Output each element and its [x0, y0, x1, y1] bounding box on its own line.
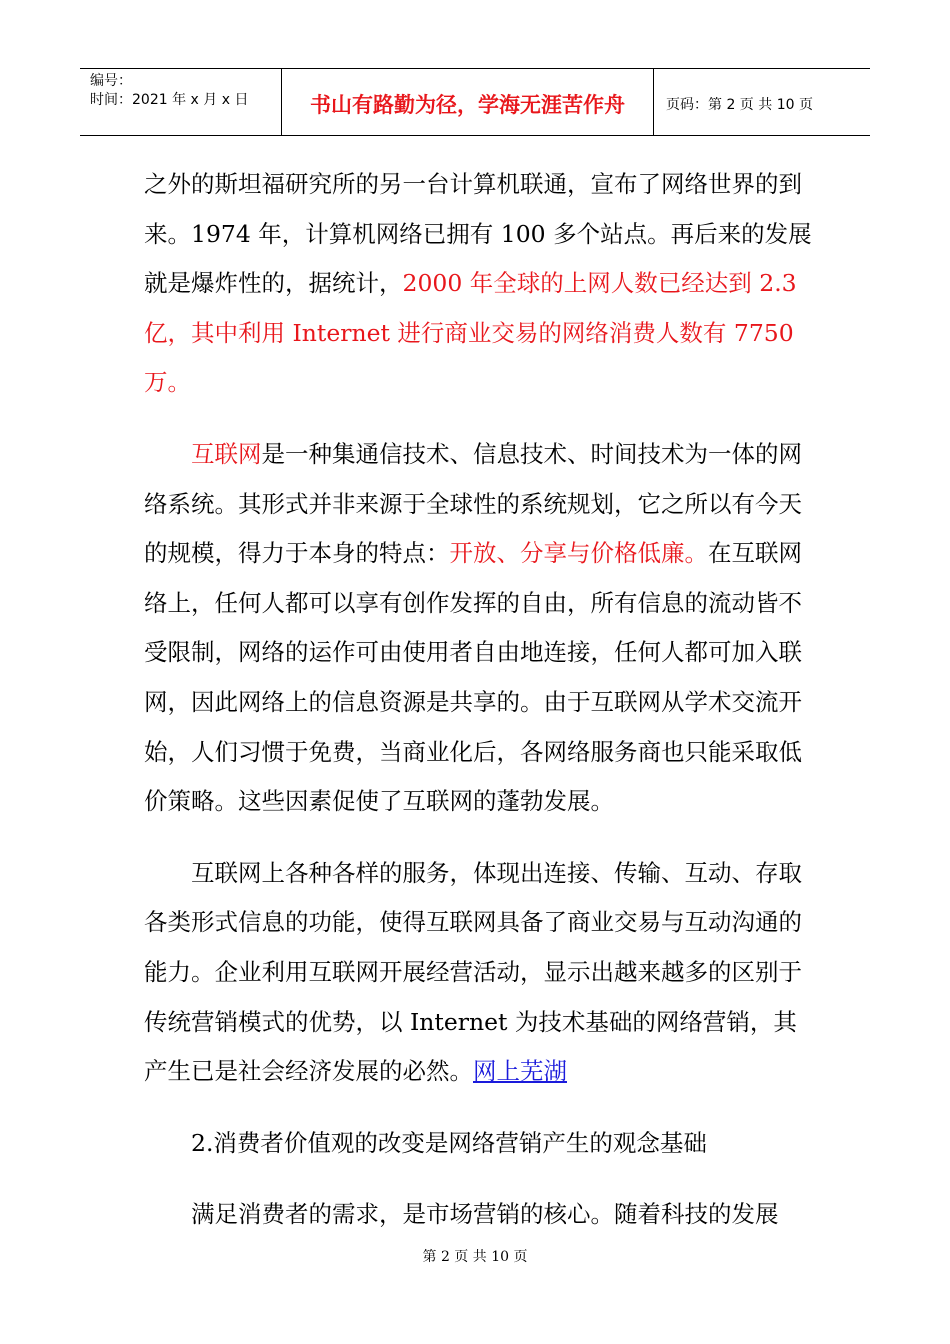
number-label: 编号： — [90, 73, 132, 89]
paragraph-2-highlight: 开放、分享与价格低廉。 — [449, 539, 708, 568]
paragraph-1-text: 之外的斯坦福研究所的另一台计算机联通，宣布了网络世界的到来。1974 年，计算机网络已拥有 100 多个站点。再后来的发展就是爆炸性的，据统计， — [144, 170, 812, 298]
header-page-info: 页码：第 2 页 共 10 页 — [666, 97, 813, 113]
header-meta — [80, 69, 282, 135]
date-label: 时间：2021 年 x 月 x 日 — [90, 92, 249, 108]
paragraph-1 — [144, 160, 812, 408]
paragraph-3-link[interactable]: 网上芜湖 — [473, 1057, 567, 1086]
paragraph-2-text-a: 是一种集通信技术、信息技术、时间技术为一体的网络系统。其形式并非来源于全球性的系统规划，它之所以有今天的规模，得力于本身的特点： — [144, 439, 802, 568]
paragraph-3 — [144, 849, 812, 1097]
paragraph-5: 满足消费者的需求，是市场营销的核心。随着科技的发展 — [191, 1200, 779, 1229]
paragraph-2 — [144, 430, 812, 827]
document-body — [144, 160, 812, 1240]
page-header — [80, 68, 870, 136]
paragraph-2-term: 互联网 — [191, 439, 262, 468]
paragraph-1-highlight: 2000 年全球的上网人数已经达到 2.3 亿，其中利用 Internet 进行商业交易的网络消费人数有 7750 万。 — [144, 269, 797, 397]
section-heading: 2.消费者价值观的改变是网络营销产生的观念基础 — [191, 1128, 707, 1157]
paragraph-3-text: 互联网上各种各样的服务，体现出连接、传输、互动、存取各类形式信息的功能，使得互联网具备了商业交易与互动沟通的能力。企业利用互联网开展经营活动，显示出越来越多的区别于传统营销模式的优势，以 Internet 为技术基础的网络营销，其产生已是社会经济发展的必然。 — [144, 858, 802, 1086]
paragraph-2-text-b: 在互联网络上，任何人都可以享有创作发挥的自由，所有信息的流动皆不受限制，网络的运作可由使用者自由地连接，任何人都可加入联网，因此网络上的信息资源是共享的。由于互联网从学术交流开始，人们习惯于免费，当商业化后，各网络服务商也只能采取低价策略。这些因素促使了互联网的蓬勃发展。 — [144, 539, 802, 816]
header-motto: 书山有路勤为径，学海无涯苦作舟 — [282, 69, 654, 135]
page-footer: 第 2 页 共 10 页 — [422, 1249, 528, 1265]
